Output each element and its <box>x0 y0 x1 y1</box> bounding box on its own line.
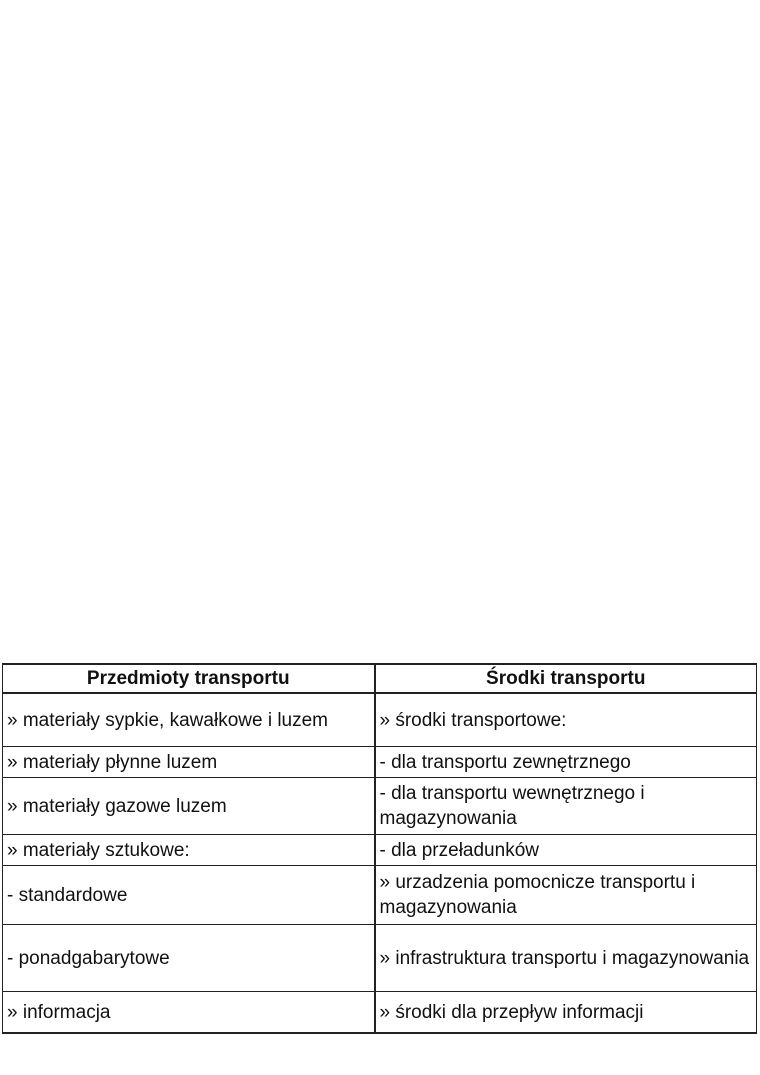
table-cell: » środki dla przepływ informacji <box>375 992 757 1034</box>
table-cell: » środki transportowe: <box>375 693 757 747</box>
table-cell: » materiały sztukowe: <box>3 835 375 866</box>
table-row <box>3 866 757 925</box>
table-row <box>3 992 757 1034</box>
table-row <box>3 693 757 747</box>
column-header-przedmioty: Przedmioty transportu <box>3 664 375 693</box>
table-cell: » urzadzenia pomocnicze transportu i magazynowania <box>375 866 757 925</box>
table-cell: » materiały sypkie, kawałkowe i luzem <box>3 693 375 747</box>
table-cell: - dla transportu zewnętrznego <box>375 747 757 778</box>
table-row <box>3 747 757 778</box>
table-cell: » materiały gazowe luzem <box>3 778 375 835</box>
table-row <box>3 778 757 835</box>
table-row <box>3 835 757 866</box>
table-cell: - ponadgabarytowe <box>3 925 375 992</box>
column-header-srodki: Środki transportu <box>375 664 757 693</box>
table-cell: - standardowe <box>3 866 375 925</box>
table-cell: » informacja <box>3 992 375 1034</box>
table-cell: - dla przeładunków <box>375 835 757 866</box>
table-cell: - dla transportu wewnętrznego i magazynowania <box>375 778 757 835</box>
table-cell: » materiały płynne luzem <box>3 747 375 778</box>
table-header-row <box>3 664 757 693</box>
table-row <box>3 925 757 992</box>
table-cell: » infrastruktura transportu i magazynowania <box>375 925 757 992</box>
transport-table <box>2 663 757 1034</box>
